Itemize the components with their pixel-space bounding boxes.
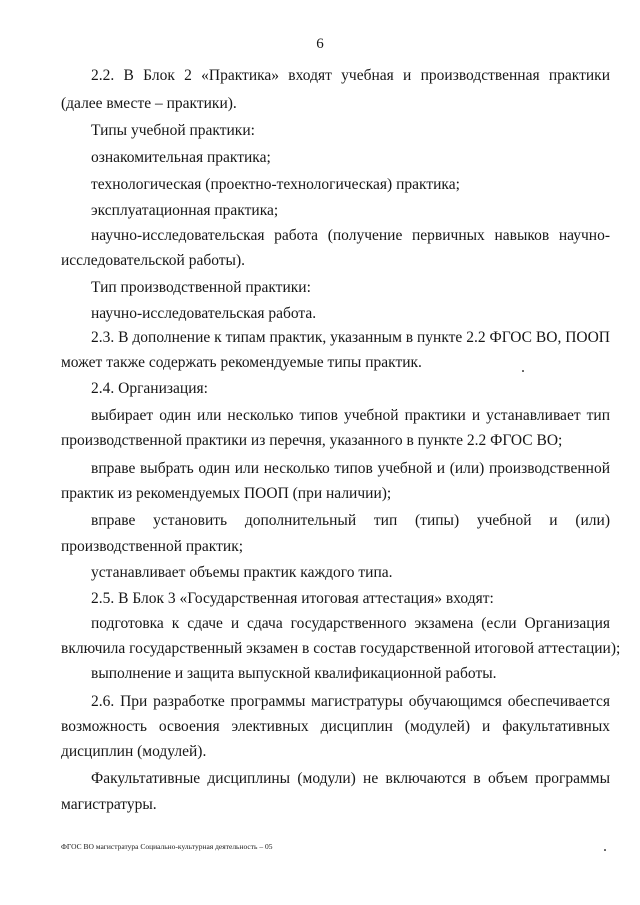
text-line: вправе установить дополнительный тип (типы) учебной и (или)	[91, 512, 610, 529]
text-line: может также содержать рекомендуемые типы практик.	[61, 354, 422, 371]
scan-speck	[522, 370, 524, 372]
text-line: выполнение и защита выпускной квалификационной работы.	[91, 665, 497, 682]
text-line: 2.5. В Блок 3 «Государственная итоговая аттестация» входят:	[91, 590, 494, 607]
text-line: 2.6. При разработке программы магистратуры обучающимся обеспечивается	[91, 693, 610, 710]
text-line: ознакомительная практика;	[91, 149, 271, 166]
text-line: технологическая (проектно-технологическая) практика;	[91, 176, 460, 193]
scan-speck	[604, 849, 606, 851]
text-line: выбирает один или несколько типов учебной практики и устанавливает тип	[91, 407, 610, 424]
text-line: производственной практики из перечня, указанного в пункте 2.2 ФГОС ВО;	[61, 432, 563, 449]
text-line: включила государственный экзамен в состав государственной итоговой аттестации);	[61, 640, 621, 657]
text-line: подготовка к сдаче и сдача государственного экзамена (если Организация	[91, 615, 610, 632]
text-line: дисциплин (модулей).	[61, 743, 207, 760]
text-line: исследовательской работы).	[61, 252, 245, 269]
text-line: научно-исследовательская работа.	[91, 305, 317, 322]
text-line: Тип производственной практики:	[91, 279, 311, 296]
page-footer: ФГОС ВО магистратура Социально-культурная деятельность – 05	[61, 842, 273, 851]
text-line: возможность освоения элективных дисциплин (модулей) и факультативных	[61, 718, 610, 735]
page-number: 6	[316, 36, 324, 52]
text-line: 2.2. В Блок 2 «Практика» входят учебная и производственная практики	[91, 67, 610, 84]
text-line: эксплуатационная практика;	[91, 202, 279, 219]
text-line: производственной практик;	[61, 538, 244, 555]
text-line: 2.4. Организация:	[91, 380, 208, 397]
text-line: Факультативные дисциплины (модули) не включаются в объем программы	[91, 770, 610, 787]
text-line: устанавливает объемы практик каждого типа.	[91, 564, 393, 581]
text-line: (далее вместе – практики).	[61, 95, 237, 112]
text-line: 2.3. В дополнение к типам практик, указанным в пункте 2.2 ФГОС ВО, ПООП	[91, 329, 610, 346]
text-line: практик из рекомендуемых ПООП (при наличии);	[61, 485, 392, 502]
text-line: магистратуры.	[61, 796, 157, 813]
text-line: Типы учебной практики:	[91, 122, 255, 139]
text-line: вправе выбрать один или несколько типов учебной и (или) производственной	[91, 460, 610, 477]
text-line: научно-исследовательская работа (получение первичных навыков научно-	[91, 227, 610, 244]
